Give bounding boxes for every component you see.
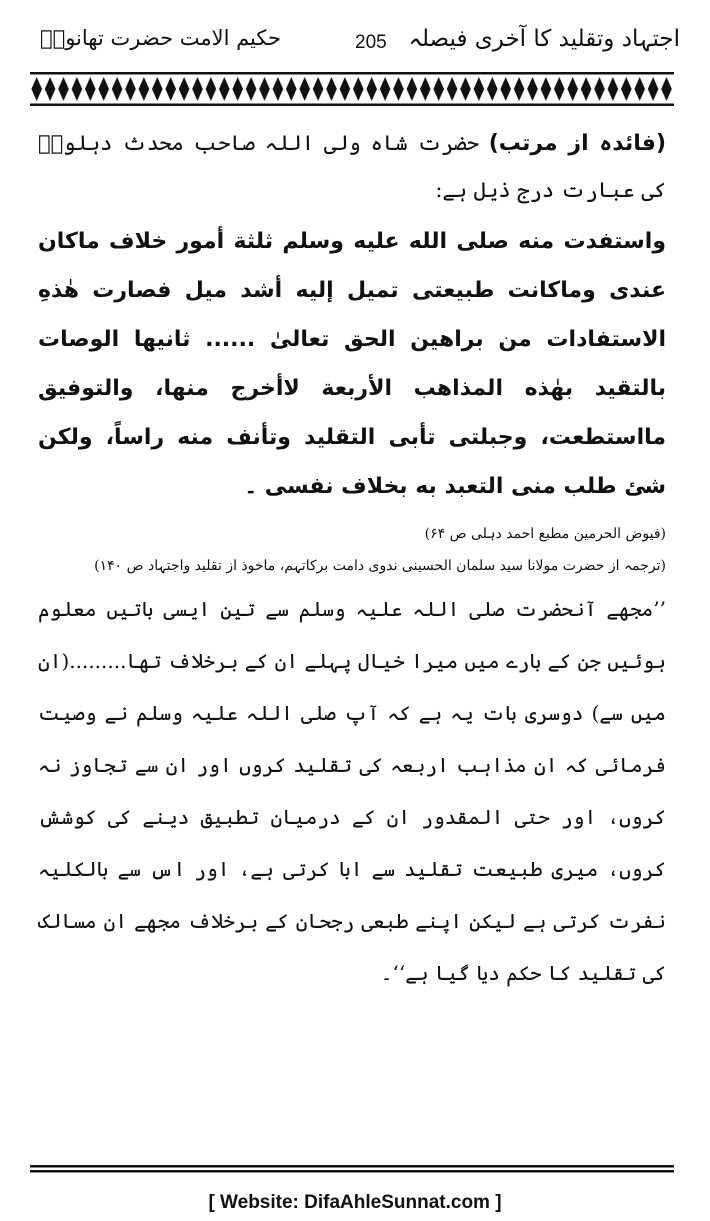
intro-text: حضرت شاہ ولی اللہ صاحب محدث دہلویؒ کی عبارت درج ذیل ہے: xyxy=(38,131,666,202)
book-title: اجتہاد وتقلید کا آخری فیصلہ xyxy=(408,26,680,52)
arabic-quote: واستفدت منه صلى الله عليه وسلم ثلثة أمور خلاف ماكان عندى وماكانت طبيعتى تميل إليه أشد ميل فصارت هٰذهِ الاستفادات من براهين الحق تعالىٰ ...... ثانيها الوصات بالتقيد بهٰذه المذاهب الأربعة لاأخرج منها، والتوفيق مااستطعت، وجبلتى تأبى التقليد وتأنف منه راساً، ولكن شئ طلب منى التعبد به بخلاف نفسى ۔ xyxy=(38,229,666,499)
source-reference: (فیوض الحرمین مطبع احمد دہلی ص ۶۴) xyxy=(424,526,666,542)
page-header xyxy=(30,22,680,62)
intro-paragraph xyxy=(38,120,666,213)
section-title: حکیم الامت حضرت تھانویؒ xyxy=(40,26,281,50)
page-body xyxy=(38,120,666,999)
footer-rule xyxy=(30,1163,674,1193)
page-number: 205 xyxy=(355,32,387,53)
website-footer: [ Website: DifaAhleSunnat.com ] xyxy=(208,1192,502,1213)
translation-reference: (ترجمہ از حضرت مولانا سید سلمان الحسینی ندوی دامت برکاتہم، ماخوذ از تقلید واجتہاد ص ۱۴۰) xyxy=(94,558,666,574)
header-ornament-divider xyxy=(30,72,674,106)
urdu-translation: ’’مجھے آنحضرت صلی اللہ علیہ وسلم سے تین ایسی باتیں معلوم ہوئیں جن کے بارے میں میرا خیال پہلے ان کے برخلاف تھا.........(ان میں سے) دوسری بات یہ ہے کہ آپ صلی اللہ علیہ وسلم نے وصیت فرمائی کہ ان مذاہب اربعہ کی تقلید کروں اور ان سے تجاوز نہ کروں، اور حتی المقدور ان کے درمیان تطبیق دینے کی کوشش کروں، میری طبیعت تقلید سے ابا کرتی ہے، اور اس سے بالکلیہ نفرت کرتی ہے لیکن اپنے طبعی رجحان کے برخلاف مجھے ان مسالک کی تقلید کا حکم دیا گیا ہے‘‘۔ xyxy=(38,597,666,985)
compiler-note-label: (فائدہ از مرتب) xyxy=(488,131,667,156)
